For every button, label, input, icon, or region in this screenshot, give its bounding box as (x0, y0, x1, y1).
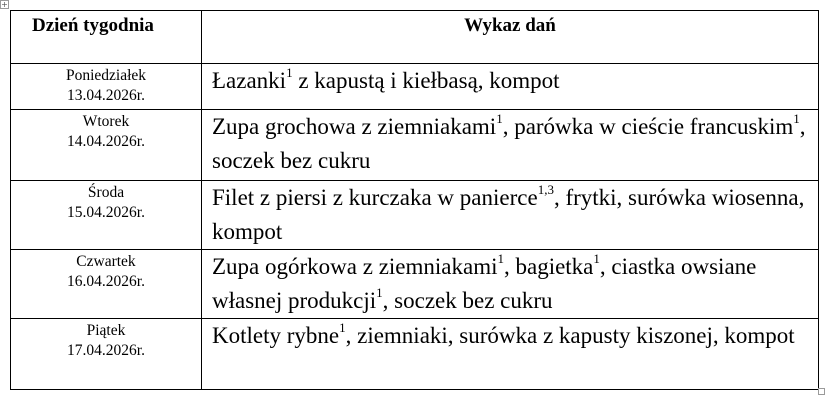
allergen-mark: 1 (376, 285, 383, 301)
table-row (11, 181, 819, 250)
allergen-mark: 1 (286, 65, 293, 81)
day-date: 17.04.2026r. (67, 342, 145, 359)
allergen-mark: 1 (497, 251, 504, 267)
header-dish[interactable]: Wykaz dań (202, 11, 819, 64)
header-day[interactable]: Dzień tygodnia (11, 11, 202, 64)
dish-text: Filet z piersi z kurczaka w panierce (212, 185, 538, 210)
day-name: Piątek (86, 322, 126, 339)
day-name: Wtorek (82, 113, 130, 130)
dish-text: Kotlety rybne (212, 323, 340, 348)
dish-text: Zupa grochowa z ziemniakami (212, 114, 497, 139)
dish-text: , soczek bez cukru (212, 114, 806, 173)
day-cell[interactable] (11, 64, 202, 110)
dish-text: , ziemniaki, surówka z kapusty kiszonej, kompot (345, 323, 795, 348)
day-date: 13.04.2026r. (67, 87, 145, 104)
dish-text: z kapustą i kiełbasą, kompot (292, 68, 560, 93)
dish-text: Zupa ogórkowa z ziemniakami (212, 254, 498, 279)
dish-text: Łazanki (212, 68, 287, 93)
day-name: Poniedziałek (65, 67, 147, 84)
dish-text: , bagietka (503, 254, 594, 279)
day-name: Środa (87, 184, 125, 201)
day-cell[interactable] (11, 110, 202, 181)
dish-cell[interactable] (202, 110, 819, 181)
day-cell[interactable] (11, 319, 202, 390)
allergen-mark: 1 (496, 111, 503, 127)
dish-cell[interactable] (202, 181, 819, 250)
table-resize-handle[interactable] (818, 388, 825, 395)
allergen-mark: 1 (593, 251, 600, 267)
table-row (11, 64, 819, 110)
day-date: 14.04.2026r. (67, 133, 145, 150)
dish-text: , frytki, surówka wiosenna, kompot (212, 185, 805, 244)
day-date: 16.04.2026r. (67, 273, 145, 290)
table-header-row (11, 11, 819, 64)
dish-text: , ciastka owsiane własnej produkcji (212, 254, 757, 313)
table-row (11, 110, 819, 181)
table-move-handle[interactable]: + (1, 0, 8, 9)
allergen-mark: 1,3 (537, 182, 554, 198)
day-date: 15.04.2026r. (67, 204, 145, 221)
table-row (11, 250, 819, 319)
dish-text: , parówka w cieście francuskim (502, 114, 794, 139)
menu-table (10, 10, 819, 390)
table-row (11, 319, 819, 390)
day-name: Czwartek (76, 253, 136, 270)
dish-text: , soczek bez cukru (382, 288, 553, 313)
dish-cell[interactable] (202, 64, 819, 110)
allergen-mark: 1 (793, 111, 800, 127)
day-cell[interactable] (11, 181, 202, 250)
day-cell[interactable] (11, 250, 202, 319)
allergen-mark: 1 (339, 320, 346, 336)
dish-cell[interactable] (202, 250, 819, 319)
dish-cell[interactable] (202, 319, 819, 390)
